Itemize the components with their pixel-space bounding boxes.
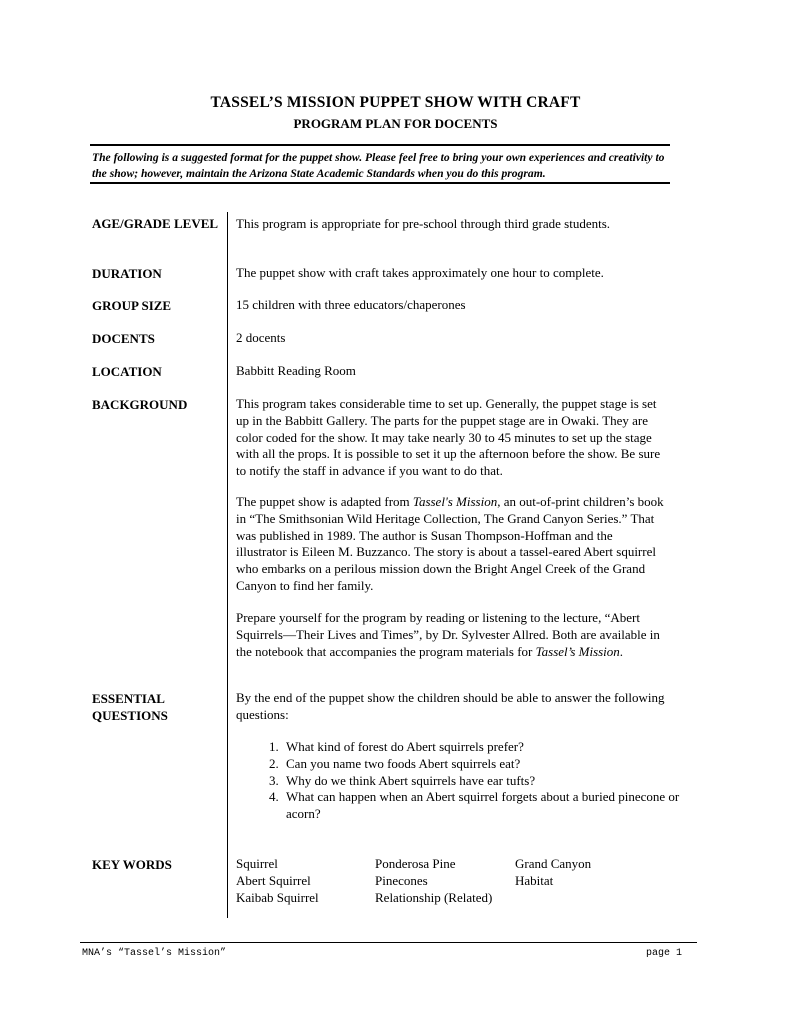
page-number: page 1 (646, 948, 683, 959)
background-p2-start: The puppet show is adapted from (236, 494, 413, 509)
keywords-column-1 (236, 856, 319, 906)
essential-questions-text: By the end of the puppet show the children should be able to answer the following questions: (236, 690, 665, 722)
document-subtitle: PROGRAM PLAN FOR DOCENTS (293, 116, 498, 131)
background-p2-end: , an out-of-print children’s book in “The Smithsonian Wild Heritage Collection, The Grand Canyon Series.” That was published in 1989. The author is Susan Thompson-Hoffman and the illustrator is Eileen M. Buzzanco. The story is about a tassel-eared Abert squirrel who embarks on a perilous mission down the Bright Angel Creek of the Grand Canyon to find her family. (236, 494, 664, 593)
background-p1: This program takes considerable time to set up. Generally, the puppet stage is set up in the Babbitt Gallery. The parts for the puppet stage are in Owaki. They are color coded for the show. It may take nearly 30 to 45 minutes to set up the stage with all the props. It is possible to set it up the afternoon before the show. Be sure to notify the staff in advance if you want to do that. (236, 396, 661, 479)
keywords-column-3 (515, 856, 591, 890)
keyword: Squirrel (236, 856, 278, 871)
keyword: Pinecones (375, 872, 428, 888)
book-title: Tassel's Mission (412, 494, 498, 509)
question-item: 4. What can happen when an Abert squirrel forgets about a buried pinecone or acorn? (282, 789, 702, 823)
keyword: Abert Squirrel (236, 872, 311, 888)
age-grade-label: AGE/GRADE LEVEL (92, 216, 219, 231)
title-divider (90, 144, 670, 146)
intro-divider (90, 182, 670, 184)
background-p2 (236, 494, 666, 595)
question-item: 1. What kind of forest do Abert squirrels prefer? (282, 739, 702, 756)
docents-text: 2 docents (236, 330, 286, 345)
keyword: Habitat (515, 872, 554, 888)
background-p3-end: . (619, 643, 624, 659)
keyword: Kaibab Squirrel (236, 889, 319, 905)
location-label: LOCATION (92, 364, 162, 379)
location-text: Babbitt Reading Room (236, 363, 356, 378)
intro-text: The following is a suggested format for the puppet show. Please feel free to bring your own experiences and creativity to the show; however, maintain the Arizona State Academic Standards when you do this program. (92, 151, 665, 180)
essential-questions-label: ESSENTIAL QUESTIONS (92, 691, 168, 723)
group-size-label: GROUP SIZE (92, 298, 172, 313)
document-title: TASSEL’S MISSION PUPPET SHOW WITH CRAFT (210, 94, 581, 111)
duration-text: The puppet show with craft takes approximately one hour to complete. (236, 265, 604, 280)
keywords-column-2 (375, 856, 492, 906)
docents-label: DOCENTS (92, 331, 155, 346)
group-size-text: 15 children with three educators/chaperones (236, 297, 466, 312)
background-label: BACKGROUND (92, 397, 188, 412)
keyword: Ponderosa Pine (375, 856, 456, 871)
key-words-label: KEY WORDS (92, 857, 172, 872)
age-grade-text: This program is appropriate for pre-school through third grade students. (236, 216, 611, 231)
footer-divider (80, 942, 697, 943)
program-title: Tassel’s Mission (535, 643, 620, 659)
duration-label: DURATION (92, 266, 162, 281)
column-divider (227, 212, 228, 918)
background-p3-start: Prepare yourself for the program by reading or listening to the lecture, “Abert Squirrels—Their Lives and Times”, by Dr. Sylvester Allred. Both are available in the notebook that accompanies the program materials for (236, 610, 660, 659)
question-item: 3. Why do we think Abert squirrels have ear tufts? (282, 773, 702, 790)
keyword: Relationship (Related) (375, 889, 493, 905)
background-p3 (236, 610, 666, 660)
keyword: Grand Canyon (515, 856, 592, 871)
footer-left: MNA’s “Tassel’s Mission” (82, 948, 227, 959)
question-item: 2. Can you name two foods Abert squirrels eat? (282, 756, 702, 773)
question-list (236, 739, 702, 823)
